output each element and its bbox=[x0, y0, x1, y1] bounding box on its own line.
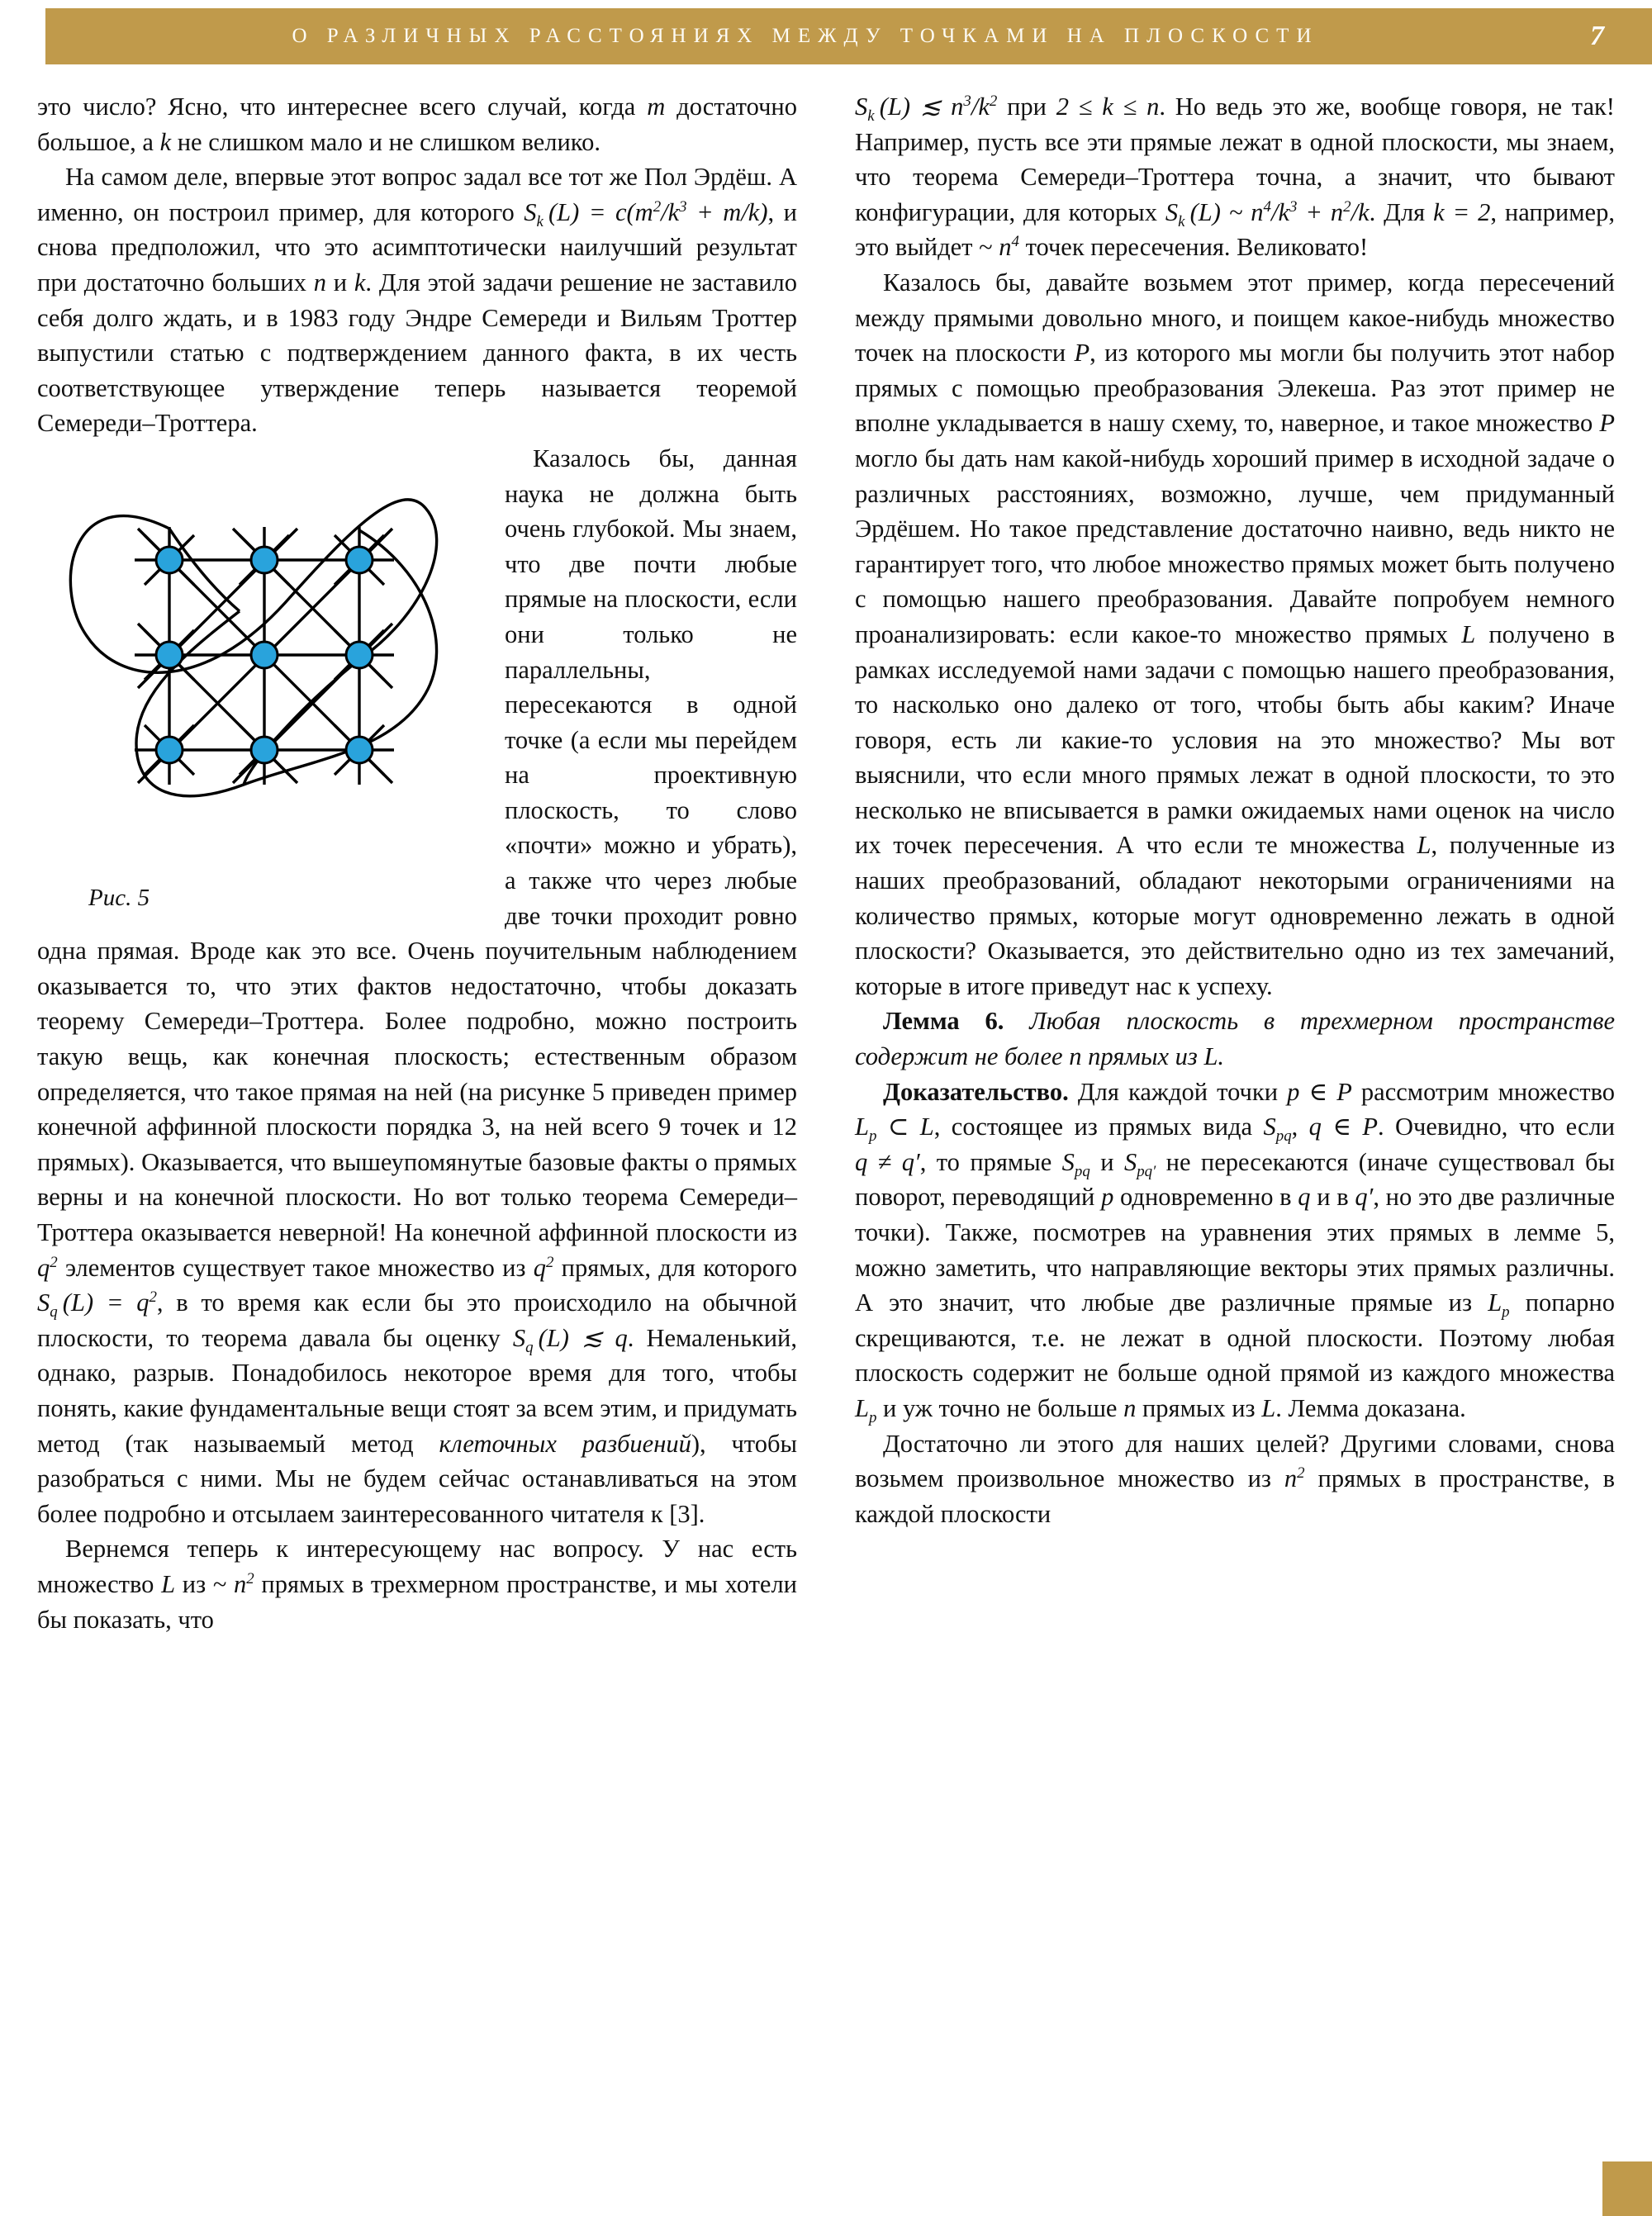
text-run: Достаточно ли этого для наших целей? Другими словами, снова возьмем произвольное множество из bbox=[855, 1429, 1615, 1493]
text-run: не пересекаются (иначе существовал бы поворот, переводящий bbox=[855, 1147, 1615, 1212]
text-run: ), чтобы разобраться с ними. Мы не будем сейчас останавливаться на этом более подробно и отсылаем заинтересованного читателя к [3]. bbox=[37, 1429, 797, 1528]
paragraph-1 bbox=[37, 89, 797, 159]
text-run: при bbox=[997, 93, 1056, 121]
text-run: Казалось бы, данная наука не должна быть очень глубокой. Мы знаем, что две почти любые прямые на плоскости, если они только не параллельны, пересекаются в одной точке (а если мы перейдем на проективную плоскость, то слово «почти» можно и убрать), а также что через любые две точки проходит ровно одна прямая. Вроде как это все. Очень поучительным наблюдением оказывается то, что этих фактов недостаточно, чтобы доказать теорему Семереди–Троттера. Более подробно, можно построить такую вещь, как конечная плоскость; естественным образом определяется, что такое прямая на ней (на рисунке 5 приведен пример конечной аффинной плоскости порядка 3, на ней всего 9 точек и 12 прямых). Оказывается, что вышеупомянутые базовые факты о прямых верны и на конечной плоскости. Но вот только теорема Семереди–Троттера оказывается неверной! На конечной аффинной плоскости из bbox=[37, 444, 797, 1246]
text-run: могло бы дать нам какой-нибудь хороший пример в исходной задаче о различных расстояниях, возможно, лучше, чем придуманный Эрдёшем. Но такое представление достаточно наивно, ведь никто не гарантирует того, что любое множество прямых может быть получено с помощью нашего преобразования. Давайте попробуем немного проанализировать: если какое-то множество прямых bbox=[855, 444, 1615, 648]
text-run: прямых в пространстве, в каждой плоскости bbox=[855, 1464, 1615, 1528]
formula-sk-l-tight: $S_k$ (L) ~ $n^4/k^3 + n^2/k$ bbox=[1165, 197, 1370, 230]
text-run: из ~ bbox=[175, 1569, 235, 1598]
math-L: L bbox=[1261, 1393, 1276, 1422]
text-run: , из которого мы могли бы получить этот набор прямых с помощью преобразования Элекеша. Раз этот пример не вполне укладывается в нашу схему, то, наверное, и такое множество bbox=[855, 339, 1615, 438]
running-head-band bbox=[45, 8, 1652, 64]
math-p-in-P: p ∈ P bbox=[1287, 1077, 1352, 1106]
math-n-fourth: $n^4$ bbox=[999, 233, 1019, 262]
math-L: L bbox=[1417, 831, 1431, 860]
math-q-prime: q′ bbox=[1355, 1183, 1374, 1212]
text-run: это число? Ясно, что интереснее всего случай, когда bbox=[37, 93, 648, 121]
page-number: 7 bbox=[1590, 21, 1604, 51]
lemma-label: Лемма 6. bbox=[883, 1007, 1004, 1036]
formula-k-range: 2 ≤ k ≤ n bbox=[1056, 93, 1160, 121]
text-run: и в bbox=[1310, 1183, 1355, 1212]
math-P: P bbox=[1074, 339, 1090, 368]
math-Spqprime: $S_{pq'}$ bbox=[1123, 1147, 1156, 1180]
text-run: попарно скрещиваются, т.е. не лежат в одной плоскости. Поэтому любая плоскость содержит не больше одной прямой из каждого множества bbox=[855, 1288, 1615, 1388]
formula-sq-l-lesssim: $S_q$ (L) ≲ q bbox=[512, 1323, 628, 1356]
text-run: . Очевидно, что если bbox=[1377, 1113, 1616, 1141]
paragraph-r1 bbox=[855, 89, 1615, 265]
math-p: p bbox=[1101, 1183, 1114, 1212]
text-run: точек пересечения. Великовато! bbox=[1018, 233, 1369, 262]
math-q-in-P: q ∈ P bbox=[1308, 1113, 1378, 1141]
text-run: . Немаленький, однако, разрыв. Понадобилось некоторое время для того, чтобы понять, какие фундаментальные вещи стоят за всем этим, и придумать метод (так называемый метод bbox=[37, 1323, 797, 1458]
text-run: , то прямые bbox=[919, 1147, 1062, 1176]
math-n: n bbox=[1123, 1393, 1137, 1422]
math-q-neq-qprime: q ≠ q′ bbox=[855, 1147, 920, 1176]
paragraph-3 bbox=[37, 441, 797, 1531]
left-column bbox=[37, 89, 797, 1637]
corner-decoration bbox=[1602, 2161, 1652, 2216]
text-run: получено в рамках исследуемой нами задачи с помощью нашего преобразования, то насколько оно далеко от того, чтобы быть абы каким? Иначе говоря, есть ли какие-то условия на это множество? Мы вот выяснили, что если много прямых лежат в одной плоскости, то это несколько не вписывается в рамки ожидаемых нами оценок на число их точек пересечения. А что если те множества bbox=[855, 619, 1615, 860]
paragraph-r-last bbox=[855, 1426, 1615, 1532]
math-k: k bbox=[354, 268, 366, 297]
math-q-squared: $q^2$ bbox=[533, 1253, 554, 1282]
math-n: n bbox=[313, 268, 326, 297]
text-run: , например, это выйдет ~ bbox=[855, 197, 1615, 262]
math-L: L bbox=[161, 1569, 176, 1598]
figure-caption: Рис. 5 bbox=[88, 884, 150, 911]
proof-label: Доказательство. bbox=[883, 1077, 1069, 1106]
math-m: m bbox=[647, 93, 666, 121]
text-run: . Лемма доказана. bbox=[1275, 1393, 1466, 1422]
text-run: Для каждой точки bbox=[1068, 1077, 1288, 1106]
lemma-statement-cont: прямых из bbox=[1081, 1042, 1204, 1071]
running-head-title: О РАЗЛИЧНЫХ РАССТОЯНИЯХ МЕЖДУ ТОЧКАМИ НА ПЛОСКОСТИ bbox=[292, 25, 1319, 47]
text-run: прямых в трехмерном пространстве, и мы хотели бы показать, что bbox=[37, 1569, 798, 1634]
math-n-squared: $n^2$ bbox=[234, 1569, 254, 1598]
math-Lp-subset-L: $L_p$ ⊂ L bbox=[855, 1113, 934, 1146]
text-run: , и снова предположил, что это асимптотически наилучший результат при достаточно больших bbox=[37, 197, 797, 297]
emphasis-cell-decomposition: клеточных разбиений bbox=[439, 1429, 691, 1458]
paragraph-2 bbox=[37, 159, 797, 441]
text-run: Казалось бы, давайте возьмем этот пример, когда пересечений между прямыми довольно много, и поищем какое-нибудь множество точек на плоскости bbox=[855, 268, 1615, 368]
math-Spq: $S_{pq}$ bbox=[1263, 1113, 1292, 1146]
text-run: элементов существует такое множество из bbox=[57, 1253, 534, 1282]
text-run: прямых из bbox=[1136, 1393, 1262, 1422]
math-L: L bbox=[1461, 619, 1476, 648]
text-run: одновременно в bbox=[1113, 1183, 1298, 1212]
text-run: , полученные из наших преобразований, обладают некоторыми ограничениями на количество прямых, которые могут одновременно лежать в одной плоскости? Оказывается, это действительно одно из тех замечаний, которые в итоге приведут нас к успеху. bbox=[855, 831, 1615, 1000]
figure-5 bbox=[37, 446, 483, 919]
text-run: , состоящее из прямых вида bbox=[933, 1113, 1264, 1141]
text-run: . Для этой задачи решение не заставило себя долго ждать, и в 1983 году Эндре Семереди и Вильям Троттер выпустили статью с подтверждением данного факта, в их честь соответствующее утверждение теперь называется теоремой Семереди–Троттера. bbox=[37, 268, 798, 438]
figure-5-drawing bbox=[37, 446, 483, 875]
math-n-squared: $n^2$ bbox=[1284, 1464, 1305, 1493]
math-q: q bbox=[1298, 1183, 1311, 1212]
text-run: . Но ведь это же, вообще говоря, не так! Например, пусть все эти прямые лежат в одной плоскости, мы знаем, что теорема Семереди–Троттера точна, а значит, что бывают конфигурации, для которых bbox=[855, 93, 1615, 226]
math-k: k bbox=[159, 127, 172, 156]
text-run: и bbox=[1089, 1147, 1124, 1176]
paragraph-4 bbox=[37, 1531, 797, 1637]
math-Lp: $L_p$ bbox=[855, 1393, 877, 1427]
text-run: рассмотрим множество bbox=[1351, 1077, 1616, 1106]
right-column bbox=[855, 89, 1615, 1531]
text-run: , bbox=[1291, 1113, 1309, 1141]
text-run: и уж точно не больше bbox=[876, 1393, 1124, 1422]
lemma-6 bbox=[855, 1004, 1615, 1074]
text-run: , в то время как если бы это происходило на обычной плоскости, то теорема давала бы оценку bbox=[37, 1288, 797, 1352]
math-Spq: $S_{pq}$ bbox=[1061, 1147, 1090, 1180]
math-q-squared: $q^2$ bbox=[37, 1253, 58, 1282]
proof-block bbox=[855, 1075, 1615, 1426]
formula-sk-l-erdos: $S_k$ $(L) = c(m^2/k^3 + m/k)$ bbox=[524, 197, 768, 230]
formula-sk-l-bound: $S_k$ (L) ≲ $n^3/k^2$ bbox=[855, 92, 998, 126]
lemma-statement: Любая плоскость в трехмерном пространстве содержит не более bbox=[855, 1007, 1615, 1071]
math-P: P bbox=[1599, 409, 1615, 438]
text-run: прямых, для которого bbox=[553, 1253, 797, 1282]
text-run: и bbox=[325, 268, 354, 297]
formula-sq-l-equals: $S_q$ $(L) = q^2$ bbox=[37, 1288, 157, 1322]
text-run: , но это две различные точки). Также, посмотрев на уравнения этих прямых в лемме 5, можно заметить, что направляющие векторы этих прямых различны. А это значит, что любые две различные прямые из bbox=[855, 1183, 1615, 1317]
math-k-equals-2: k = 2 bbox=[1433, 197, 1491, 226]
text-run: . Для bbox=[1369, 197, 1434, 226]
text-run: достаточно большое, а bbox=[37, 93, 797, 156]
math-Lp: $L_p$ bbox=[1488, 1288, 1510, 1322]
text-run: не слишком мало и не слишком велико. bbox=[171, 127, 601, 156]
text-run: На самом деле, впервые этот вопрос задал все тот же Пол Эрдёш. А именно, он построил пример, для которого bbox=[37, 163, 797, 226]
text-run: Вернемся теперь к интересующему нас вопросу. У нас есть множество bbox=[37, 1535, 797, 1598]
lemma-statement-end: . bbox=[1218, 1042, 1225, 1071]
math-n: n bbox=[1069, 1042, 1082, 1071]
math-L: L bbox=[1203, 1042, 1218, 1071]
paragraph-r2 bbox=[855, 265, 1615, 1004]
